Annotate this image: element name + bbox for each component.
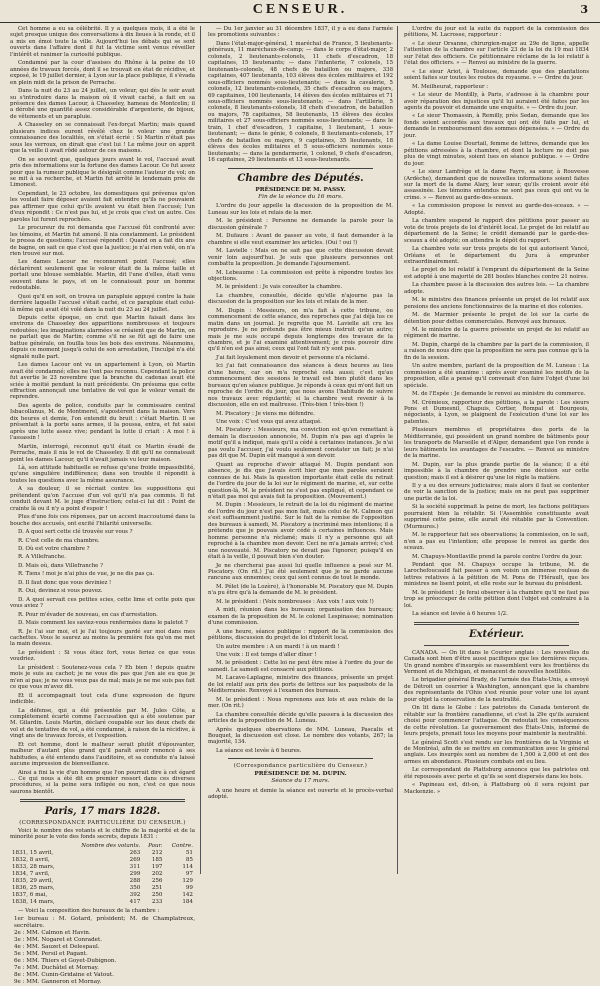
paragraph: L'ordre du jour appelle la discussion de la proposition de M. Luneau sur les lois et relais de la mer. <box>208 203 393 216</box>
paragraph: La défense, qui a été présentée par M. Jules Côte, a complètement écarté comme l'accusation qui a été soutenue par M. Gilardin. Louis Martin, déclaré coupable sur les deux chefs de vol et de tentative de vol, a été condamné, à raison de la récidive, à vingt ans de travaux forcés, et l'exposition. <box>10 707 195 740</box>
paragraph: — Du 1er janvier au 31 décembre 1837, il y a eu dans l'armée les promotions suivantes : <box>208 26 393 39</box>
list-item: 2e : MM. Calmon et Havin. <box>14 930 91 937</box>
paragraph: R. Je l'ai sur moi, et je l'ai toujours gardé sur moi dans mes cachettes. Vous le saurez au moins la première fois qu'on me met la main dessus. <box>10 628 195 648</box>
column-divider <box>397 26 398 874</box>
table-header-cell: Pour. <box>148 842 163 849</box>
column-2-debate <box>208 203 393 754</box>
paragraph: A Chasseley on se connaissait l'ex-forçat Martin; mais quand plusieurs indices eurent révélé chez le voleur une grande connaissance des localités, on s'était écrié : Si Martin n'était pas sous les verroux, on dirait que c'est lui ! Le même jour on apprit que la veille il avait rôdé autour de ces maisons. <box>10 122 195 155</box>
paragraph: M. Dupin, chargé de la chambre par la part de la commission, il a raison de nous dire que la proposition ne sera pas connue qu'à la fin de la session. <box>404 341 589 361</box>
paragraph: M. Dupin, sur la plus grande partie de la séance; il a été impossible à la chambre de prendre une décision sur cette question; mais il est à désirer qu'une loi règle la matière. <box>404 461 589 481</box>
paragraph: M. Pélet (de la Lozère), à l'honorable M. Piscatory que M. Dupin n'a pu être qu'à la demande de M. le président. <box>208 583 393 597</box>
table-cell: 233 <box>151 898 163 905</box>
paragraph: M. le ministre de la guerre présente un projet de loi relatif au régiment de marine. <box>404 327 589 340</box>
table-cell: 1835, 29 avril, <box>12 877 54 884</box>
list-item: 5e : MM. Persil et Pagant. <box>14 951 88 958</box>
paragraph: M. Lacave-Laplagne, ministre des finances, présente un projet de loi relatif aux prix des ports de lettres sur les paquebots de la Méditerranée. Renvoyé à l'examen des bureaux. <box>208 675 393 695</box>
table-cell: 269 <box>129 856 141 863</box>
table-cell: 256 <box>151 877 163 884</box>
table-cell: 1832, 8 avril, <box>12 856 50 863</box>
paragraph: M. le président : Cette loi ne peut être mise à l'ordre du jour de samedi. Le samedi est consacré aux pétitions. <box>208 660 393 673</box>
vote-table-body <box>10 850 195 906</box>
paragraph: R. A Villefranche. <box>18 554 66 561</box>
table-cell: 350 <box>129 884 141 891</box>
table-row <box>10 857 195 864</box>
paragraph: D. Où est votre chambre ? <box>18 545 90 552</box>
table-cell: 1837, 6 mai, <box>12 891 48 898</box>
column-2 <box>208 26 393 874</box>
table-header-cell: Contre. <box>171 842 193 849</box>
paragraph: Des agents de police, conduits par le commissaire central Isbacollanus, M. de Montmerel, s'apostèrent dans la maison. Vers dix heures et demie, l'on entendit du bruit : c'était Martin. Il se présentait à la porte sans armes, il la poussa, entra, et fut saisi après une lutte assez vive; pendant la lutte il criait : A moi ! à l'assassin ! <box>10 402 195 442</box>
paragraph: D. Mais comment les saviez-vous renfermées dans le paletot ? <box>18 620 188 627</box>
paragraph: M. Dufaure : Avant de passer au vote, il faut demander à la chambre si elle veut examiner les articles. (Oui ! oui !) <box>208 233 393 246</box>
section-divider <box>228 168 373 169</box>
paragraph: Une voix : C'est vous qui avez attaqué. <box>216 419 322 426</box>
paragraph: Quoi qu'il en soit, on trouva un parapluie appuyé contre la haie derrière laquelle l'accusé s'était caché, et ce parapluie était celui-là même qui avait été volé dans la nuit du 23 au 24 juillet. <box>10 293 195 313</box>
list-item: 7e : MM. Duchâtel et Mornay. <box>14 965 99 972</box>
table-cell: 251 <box>151 884 163 891</box>
paragraph: Pendant que M. Chapuys occupe la tribune, M. de Larochefoucauld fait passer à son voisin un immense rouleau de lettres relatives à la pétition de M. Pons de l'Hérault, que les ministres ne lisent point, et elle reste sur le bureau du président. <box>404 561 589 588</box>
paragraph: La chambre consultée décide qu'elle passera à la discussion des articles de la proposition de M. Luneau. <box>208 711 393 725</box>
paragraph: On se souvint que, quelques jours avant le vol, l'accusé avait pris des informations sur la fortune des dames Lacour. Ce fut assez pour que la rumeur publique le désignât comme l'auteur du vol; on se mit à sa recherche, et Martin fut arrêté le lendemain près de Limonest. <box>10 156 195 189</box>
paragraph: Condamné par la cour d'assises du Rhône à la peine de 10 années de travaux forcés, dont il se trouvait en état de récidive, et exposé, le 19 juillet dernier, à Lyon sur la place publique, il s'évada en plein midi de la prison de Perrache. <box>10 60 195 86</box>
paragraph: R. Tiens ! moi je n'ai plus de vue, je ne dis pas ça. <box>18 571 155 578</box>
paragraph: M. de l'Espée : Je demande le renvoi au ministre du commerce. <box>412 391 586 398</box>
exterior-news <box>404 650 589 796</box>
paragraph: La chambre passe à la discussion des autres lois. — La chambre adopte. <box>404 282 589 295</box>
list-item: 1er bureau : M. Gotard, président; M. de Champlatreux, secrétaire. <box>14 916 195 930</box>
table-cell: 114 <box>182 863 193 870</box>
table-row <box>10 850 195 857</box>
table-cell: 97 <box>185 870 193 877</box>
paragraph: M. Piscatory : Messieurs, ma conviction est qu'en remettant à demain la discussion annoncée, M. Dupin n'a pas agi d'après le motif qu'il a indiqué, mais qu'il a cédé à certaines instances. Je n'ai pas voulu l'accuser, j'ai voulu seulement constater un fait; je n'ai pas dit que M. Dupin eût manqué à son devoir. <box>208 427 393 460</box>
paragraph: Ainsi a fini la vie d'un homme que l'on pourrait dire à cet égard ... Ce qui nous a été dit en premier ressort dans ces diverses procédures, si la peine sera infligée ou non, c'est ce que nous saurons bientôt. <box>10 769 195 795</box>
paragraph: L'ordre du jour est la suite du rapport de la commission des pétitions, M. Lacrosse, rapporteur : <box>404 26 589 39</box>
column-divider <box>200 26 201 874</box>
paragraph: « Le sieur Lamfrège et la dame Fayre, sa sœur, à Rouvesse (Ardèche), demandent que de nouvelles informations soient faites sur la mort de la dame Alary, leur sœur, qu'ils croient avoir été assassinée. Les témoins entendus ne sont pas ceux qui ont vu le crime. » — Renvoi au garde-des-sceaux. <box>404 169 589 201</box>
paragraph: Le procureur du roi demanda que l'accusé fût confronté avec les témoins, et Martin fut amené. Il nia constamment. Le président le pressa de questions; l'accusé répondit : Quand on a fait dix ans de bagne, on sait ce que c'est que la justice; je n'ai rien volé, on n'a rien trouvé sur moi. <box>10 225 195 257</box>
table-header-cell: Nombre des votants. <box>81 842 141 849</box>
table-cell: 212 <box>151 849 163 856</box>
paragraph: R. C'est celle de ma chambre. <box>18 537 100 544</box>
list-item: 6e : MM. Thiers et Goyet-Dubignon. <box>14 958 117 965</box>
table-cell: 202 <box>151 870 163 877</box>
table-row <box>10 892 195 899</box>
list-item: 9e : MM. Ganneron et Mornay. <box>14 979 102 986</box>
table-cell: 263 <box>129 849 141 856</box>
masthead-title: CENSEUR. <box>252 2 348 17</box>
paragraph: Les dames Lacour ont vu un appartement à Lyon, où Martin avait été condamné; elles ne l'ont pas reconnu. Cependant la police fut avertie le 23 novembre que la branche du cadenas avait été sciée à moitié pendant la nuit précédente. On présuma que cette effraction annonçait une tentative de vol que le voleur venait de reprendre. <box>10 362 195 401</box>
paragraph: « La dame Louise Dourtail, femme de lettres, demande que les pétitions adressées à la chambre, et dont la lecture ne doit pas plus de vingt minutes, soient lues en séance publique. » — Ordre du jour. <box>404 141 589 167</box>
paragraph: Dans la nuit du 23 au 24 juillet, un voleur, qui dès le soir avait su s'introduire dans la maison où il vivait caché, a fait en sa présence des dames Lacour, à Chasseley, hameau de Montcelin; il a dérobé une quantité assez considérable d'argenterie, de bijoux, de vêtements et un parapluie. <box>10 88 195 120</box>
table-cell: 1831, 15 avril, <box>12 849 54 856</box>
paragraph: Un autre membre : A un mardi ! à un mardi ! <box>216 643 340 650</box>
paragraph: M. Chapuys-Montlaville prend la parole contre l'ordre du jour. <box>412 553 583 560</box>
paragraph: Martin, interrogé, reconnut qu'il était ce Martin évadé de Perrache, mais il nia le vol de Chasseley. Il dit qu'il ne connaissait point les dames Lacour, qu'il n'avait jamais vu leur maison. <box>10 443 195 463</box>
paragraph: CANADA. — On lit dans le Courier anglais : Les nouvelles du Canada sont bien d'être aussi pacifiques que les dernières reçues. Un grand nombre d'insurgés se rassemblent vers les frontières du Vermont et du Michigan, et menacent de nouvelles hostilités. <box>404 649 589 675</box>
paragraph: M. Lavielle : Mais on ne sait pas que cette discussion devait venir loin aujourd'hui. Je suis que plusieurs personnes ont combattu la proposition. Je demande l'ajournement. <box>208 248 393 268</box>
table-cell: 417 <box>129 898 141 905</box>
paragraph: M. le président : Je ferai observer à la chambre qu'il ne faut pas trop se préoccuper de cette pétition dont l'objet est contraire à la loi. <box>404 589 589 609</box>
paris-intro: Voici le nombre des votants et le chiffre de la majorité et de la minorité pour le vote des fonds secrets, depuis 1831 : <box>10 827 195 841</box>
paragraph: M. Lebeaume : La commission est prête à répondre toutes les objections. <box>208 269 393 282</box>
bureaux-intro: — Voici la composition des bureaux de la chambre : <box>18 907 160 914</box>
paragraph: R. Pour m'évader de nouveau, en cas d'arrestation. <box>18 611 158 618</box>
chamber-title: Chambre des Députés. <box>237 172 364 184</box>
paragraph: « Le sieur de Montilly, à Paris, s'adresse à la chambre pour avoir réparation des injustices qu'il lui auraient été faites par les agents du pouvoir et demande une enquête. » — Ordre du jour. <box>404 92 589 111</box>
table-cell: 299 <box>129 870 141 877</box>
paragraph: « Le sieur Orsanne, chirurgien-major au 29e de ligne, appelle l'attention de la chambre sur l'article 23 de la loi du 19 mai 1834 sur l'état des officiers. Ce pétitionnaire réclame de la loi relatif à l'état des officiers. » — Renvoi au ministre de la guerre. <box>404 40 589 67</box>
correspondence-paragraph: A une heure et demie la séance est ouverte et le procès-verbal adopté. <box>208 787 393 801</box>
section-divider <box>20 799 185 802</box>
paragraph: M. Crémieux, rapporteur des pétitions, a la parole : Les sieurs Pons et Dumesnil, Chapuis, Cortier, Rompal et Bourgeois, négociants, à Lyon, se plaignent de l'exécution d'une loi sur les patentes. <box>404 399 589 425</box>
paragraph: La chambre, consultée, décide qu'elle n'ajourne pas la discussion de la proposition sur les lois et relais de la mer. <box>208 292 393 306</box>
paragraph: D. Il faut donc que vous deviniez ! <box>18 579 112 586</box>
table-cell: 142 <box>182 891 193 898</box>
table-cell: 1833, 28 mars, <box>12 863 55 870</box>
page-number: 3 <box>580 3 588 16</box>
paragraph: Le président : Si vous étiez fort, vous feriez ce que vous voudriez. <box>10 649 195 663</box>
list-item: 3e : MM. Nogaret et Conradet. <box>14 937 103 944</box>
paragraph: Depuis cette époque, on crut que Martin faisait dans les environs de Chasseley des apparitions nombreuses et toujours redoutées; les imaginations alarmées se créaient que de Martin, on ne parlait que de Martin; comme s'il ne se fût agi de faire une battue générale, on fouilla tous les bois des environs. Néanmoins, depuis ce moment jusqu'à celui de son arrestation, l'inculpé n'a été signalé nulle part. <box>10 315 195 360</box>
list-item: 8e : MM. Cunin-Gridaine et Vatout. <box>14 972 114 979</box>
paragraph: Là, son attitude habituelle se refuse qu'une froide impassibilité, qu'une singulière indifférence; dans son trouble il répondit à toutes les questions avec la même assurance. <box>10 465 195 484</box>
paragraph: D. A quoi sert cette clé trouvée sur vous ? <box>18 529 133 536</box>
paragraph: Quant au reproche d'avoir attaqué M. Dupin pendant son absence, je dis que j'avais écrit hier que mes paroles seraient connues de lui. Mais la question importante était celle du retrait de l'ordre du jour de la loi sur le régiment de marine, et, sur cette question-là, M. le président ne s'est pas expliqué, et cependant ce n'était pas moi qui avais fait la proposition. (Mouvement.) <box>208 461 393 500</box>
table-cell: 1834, 7 avril, <box>12 870 50 877</box>
column-3 <box>404 26 589 874</box>
paragraph: A une heure, séance publique : rapport de la commission des pétitions, discussion du projet de loi d'intérêt local. <box>208 628 393 642</box>
paragraph: Ici j'ai fait connaissance des séances à deux heures au lieu d'une heure, car on m'a reproché cela aussi; c'est qu'au commencement des sessions le travail est bien plutôt dans les bureaux qu'en séance publique. Je réponds à ceux qui m'ont fait un reproche de l'ordre du jour, que nous avons l'habitude de suivre nos travaux avec régularité; si la chambre veut revenir à la discussion, elle en est maîtresse. (Très-bien ! très-bien !) <box>208 363 393 409</box>
paragraph: « Le sieur Ariot, à Toulouse, demande que des plantations soient faites sur toutes les routes du royaume. » — Ordre du jour. <box>404 68 589 82</box>
paragraph: M. Piscatory : Je viens me défendre. <box>216 410 315 417</box>
paragraph: Le brigadier général Brady, de l'armée des États-Unis, a envoyé de Détroit un courrier à Washington, annonçant que la chambre des représentants de l'Ohio s'est réunie pour voter une loi ayant pour objet la conservation de la neutralité. <box>404 677 589 703</box>
paragraph: M. le ministre des finances présente un projet de loi relatif aux pensions des anciens fonctionnaires de la marine et des colonies. <box>404 297 589 310</box>
paragraph: D. A quoi servait ces petites scies, cette lime et cette poix que vous aviez ? <box>10 596 195 610</box>
paragraph: La séance est levée à 6 heures. <box>216 747 302 754</box>
paragraph: M. le président : (Voix nombreuses : Aux voix ! aux voix !) <box>216 598 374 605</box>
exterior-title: Extérieur. <box>468 628 525 640</box>
chamber-presidency: PRÉSIDENCE DE M. PASSY. <box>255 186 346 193</box>
paragraph: La chambre vote sur trois projets de loi qui autorisent Vancé, Orléans et le département du Jura à emprunter extraordinairement. <box>404 246 589 265</box>
masthead <box>0 0 600 23</box>
paragraph: J'ai fait loyalement mon devoir et personne n'a réclamé. <box>216 354 370 361</box>
column-2-promotions <box>208 26 393 164</box>
table-cell: 184 <box>182 898 193 905</box>
list-item: 4e : MM. Sauzet et Delespaul. <box>14 944 100 951</box>
table-cell: 185 <box>151 856 163 863</box>
vote-table-header <box>10 843 195 850</box>
chamber-seance: Fin de la séance du 16 mars. <box>258 193 343 200</box>
paragraph: Cet homme a eu sa célébrité. Il y a quelques mois, il a été le sujet presque unique des conversations à dix lieues à la ronde, et il a mis en émoi toute la ville. Aujourd'hui les débats qui se sont ouverts dans l'affaire dont il fut la victime sont venus réveiller l'intérêt et ranimer la curiosité publique. <box>10 26 195 58</box>
table-cell: 85 <box>185 856 193 863</box>
paragraph: Dans l'état-major-général, 1 maréchal de France, 5 lieutenants-généraux, 11 maréchaux-de-camp; — dans le corps d'état-major, 2 colonels, 2 lieutenants-colonels, 11 chefs d'escadron, 18 capitaines, 15 lieutenants; — dans l'infanterie, 7 colonels, 15 lieutenants-colonels, 48 chefs de bataillon ou majors, 338 capitaines, 407 lieutenants, 103 élèves des écoles militaires et 192 sous-officiers nommés sous-lieutenants; — dans la cavalerie, 5 colonels, 12 lieutenants-colonels, 35 chefs d'escadron ou majors, 69 capitaines, 100 lieutenants, 14 élèves des écoles militaires et 71 sous-officiers nommés sous-lieutenants; — dans l'artillerie, 5 colonels, 8 lieutenants-colonels, 18 chefs d'escadron, de bataillon ou majors, 78 capitaines, 58 lieutenants, 15 élèves des écoles militaires et 27 sous-officiers nommés sous-lieutenants; — dans le train, 1 chef d'escadron, 1 capitaine, 1 lieutenant, 1 sous-lieutenant; — dans le génie, 6 colonels, 8 lieutenants-colonels, 17 chefs de bataillon ou majors, 9 capitaines, 35 lieutenants, 18 élèves des écoles militaires et 5 sous-officiers nommés sous-lieutenants; — dans la gendarmerie, 1 colonel, 9 chefs d'escadron, 16 capitaines, 29 lieutenants et 13 sous-lieutenants. <box>208 40 393 164</box>
paragraph: A sa douleur, il se récriait contre les suppositions qui prétendent qu'on l'accuse d'un vol qu'il n'a pas commis. Il fut conduit devant M. le juge d'instruction; celui-ci lui dit : Point de crainte là ou il n'y a point d'espoir ! <box>10 486 195 512</box>
table-cell: 99 <box>185 884 193 891</box>
paragraph: M. le président : Nous reprenons aux lois et aux relais de la mer. (On rit.) <box>208 696 393 710</box>
table-cell: 1836, 25 mars, <box>12 884 55 891</box>
paragraph: D. Mais où, dans Villefranche ? <box>18 562 103 569</box>
paragraph: M. de Marmier présente le projet de loi sur la carte de détention pour dettes commerciales. Renvoyé aux bureaux. <box>404 312 589 325</box>
table-cell: 250 <box>151 891 163 898</box>
paragraph: Après quelques observations de MM. Luneau, Pascalis et Bouquet, la discussion est close. Le nombre des votants, 267; la majorité, 134. <box>208 726 393 746</box>
paragraph: Le projet de loi relatif à l'emprunt du département de la Seine est adopté à une majorité de 281 boules blanches contre 21 noires. <box>404 267 589 280</box>
correspondence-presidency: PRÉSIDENCE DE M. DUPIN. <box>254 770 347 777</box>
table-cell: 129 <box>182 877 193 884</box>
section-divider <box>414 622 579 625</box>
paragraph: M. le président : Je vais consulter la chambre. <box>216 284 343 291</box>
paragraph: « La commission propose le renvoi au garde-des-sceaux. » — Adopté. <box>404 203 589 216</box>
table-header-cell <box>10 843 66 850</box>
paragraph: Un autre membre, parlant de la proposition de M. Luneau : La commission a été unanime : après avoir examiné les motifs de la proposition, elle a pensé qu'il convenait d'en faire l'objet d'une loi spéciale. <box>404 363 589 389</box>
table-row <box>10 885 195 892</box>
bureaux-list <box>14 916 195 986</box>
paris-subtitle: (CORRESPONDANCE PARTICULIÈRE DU CENSEUR.) <box>19 820 186 827</box>
paragraph: Il y a eu des erreurs judiciaires; mais alors il faut se contenter de voir la sanction de la justice; mais on ne peut pas supprimer une partie de la loi. <box>404 483 589 502</box>
table-cell: 197 <box>151 863 163 870</box>
correspondence-title: (Correspondance particulière du Censeur.) <box>233 763 368 770</box>
section-divider <box>424 645 569 646</box>
paragraph: Le général Scott s'est rendu sur les frontières de la Virginie et de Montréal, afin de se mettre en communication avec le général anglais. Les insurgés sont au nombre de 1,500 à 2,000 et ont des armes en abondance. Plusieurs combats ont eu lieu. <box>404 739 589 765</box>
table-cell: 51 <box>185 849 193 856</box>
table-row <box>10 864 195 871</box>
table-cell: 311 <box>129 863 141 870</box>
paragraph: M. Dupin : Messieurs, on m'a fait à cette tribune, ou commencement de cette séance, des reproches que j'ai déjà lus ce matin dans un journal. Je regrette que M. Lavielle ait cru les reproduire. Je ne prétends pas être mieux instruit qu'un autre; mais je me suis occupé depuis longtemps des travaux de la chambre, et je l'ai examiné attentivement; je crois pouvoir dire qu'il n'en est pas ainsi; ceux qui l'ont fait n'y sont pas. <box>208 307 393 353</box>
paragraph: M. le rapporteur fait ses observations; la commission, on le sait, n'en a pas eu l'intention; elle propose le renvoi au garde des sceaux. <box>404 532 589 552</box>
paragraph: Le président : Soutenez-vous cela ? Eh bien ! depuis quatre mois je suis au cachot; je ne vous dis pas que j'en aie eu que je m'en ai pas; je ne vous veux pas de mal; mais je ne me suis pas fait ce que vous m'avez dit. <box>10 664 195 691</box>
secret-funds-vote-table <box>10 843 195 906</box>
section-divider <box>228 758 373 759</box>
table-row <box>10 878 195 885</box>
paragraph: Et cet homme, dont le malheur serait plutôt d'épouvanter, malheur d'autant plus grand qu'il paraît avoir renoncé à ses habitudes, a été entendu dans l'auditoire, et sa conduite n'a laissé aucune impression de bienveillance. <box>10 741 195 768</box>
paragraph: « Le sieur Thomassin, à Remilly, près Sedan, demande que les fonds soient accordés aux travaux qui ont été faits par lui, et demande le remboursement des sommes dépensées. » — Ordre du jour. <box>404 113 589 139</box>
paragraph: Le correspondant de Plattsburg annonce que les patriotes ont été repoussés avec perte et qu'ils se sont dispersés dans les bois. <box>404 767 589 780</box>
paragraph: La séance est levée à 6 heures 1/2. <box>412 611 508 618</box>
paragraph: On lit dans le Globe : Les patriotes du Canada tenteront de rétablir sur la frontière canadienne, et c'est la 29e qu'ils auraient choisi pour commencer l'attaque. On redoutait les conséquences de cette révolution. Le gouvernement des États-Unis, informé de leurs projets, prenait tous les moyens pour maintenir la neutralité. <box>404 705 589 738</box>
paragraph: Plusieurs membres et propriétaires des ports de la Méditerranée, qui possèdent un grand nombre de bâtiments pour les transports de Marseille et d'Alger, demandent que l'on rende à leurs bâtiments les avantages de l'escadre. — Renvoi au ministre de la marine. <box>404 427 589 460</box>
column-3-petitions <box>404 26 589 618</box>
table-cell: 288 <box>129 877 141 884</box>
paris-title: Paris, 17 mars 1828. <box>44 806 161 818</box>
paragraph: Et il accompagnait tout cela d'une expression de figure indicible. <box>10 692 195 706</box>
paragraph: Plus d'une fois ces réponses, par un accent inaccoutumé dans la bouche des accusés, ont excité l'hilarité universelle. <box>10 514 195 527</box>
paragraph: A midi, réunion dans les bureaux; organisation des bureaux; examen de la proposition de M. le colonel Lespinasse; nomination d'une commission. <box>208 607 393 627</box>
paragraph: Les dames Lacour ne reconnurent point l'accusé; elles déclarèrent seulement que le voleur était de la même taille et portait une blouse semblable. Martin, dit l'une d'elles, était venu souvent dans le pays, et on le connaissait pour un homme redoutable. <box>10 259 195 292</box>
paragraph: M. Dupin : Messieurs, le retrait de la loi du régiment de marine de l'ordre du jour n'est pas mon fait, mais celui de M. Calmon qui s'est suffisamment justifié. Sur le fait de la remise de l'opposition des bureaux à samedi, M. Piscatory a incriminé mes intentions; il a prétendu que je pouvais avoir cédé à certaines influences. Mais homme personne n'a réclamé; mais il n'y a personne qui ait reproché à la chambre mon devoir. Ceci ne m'a jamais arrivé; c'est une nouveauté. M. Piscatory ne devait pas l'ignorer; puisqu'il en était à la veille, il pouvait bien s'en douter. <box>208 502 393 561</box>
paragraph: Si la société supprimait la peine de mort, les factions politiques pourraient bien la rétablir. Si l'Assemblée constituante avait supprimé cette peine, elle aurait été rétablie par la Convention. (Murmures.) <box>404 504 589 530</box>
column-1 <box>10 26 195 986</box>
correspondence-seance: Séance du 17 mars. <box>271 778 330 785</box>
table-cell: 1838, 14 mars, <box>12 898 55 905</box>
paragraph: R. Oui, devinez si vous pouvez. <box>18 588 103 595</box>
table-cell: 392 <box>129 891 141 898</box>
column-1-articles <box>10 26 195 795</box>
paragraph: La chambre suspend le rapport des pétitions pour passer au vote de trois projets de loi d'intérêt local. Le projet de loi relatif au département de la Seine; le crédit demandé par le garde-des-sceaux a été adopté; on attendra le dépôt du rapport. <box>404 218 589 244</box>
table-row <box>10 899 195 906</box>
paragraph: Je ne chercherai pas aussi lui quelle influence a pesé sur M. Piscatory. (On rit.) J'ai été seulement que je ne garde aucune rancune aux ennemies; ceux qui sont connus de tout le monde. <box>208 562 393 582</box>
paragraph: Cependant, le 23 octobre, les domestiques qui prévenus qu'on les voulait faire déposer avaient fait entendre qu'ils ne pouvaient pas affirmer que celui qu'ils avaient vu était bien l'accusé; l'un d'eux répondit : Ce n'est pas lui, et je crois que c'est un autre. Ces paroles lui furent reprochées. <box>10 190 195 223</box>
paragraph: M. Meilheurat, rapporteur : <box>412 83 489 90</box>
paragraph: M. le président : Personne ne demande la parole pour la discussion générale ? <box>208 218 393 231</box>
paragraph: Une voix : Il est temps d'aller dîner ! <box>216 651 317 658</box>
paragraph: « Papineau est, dit-on, à Plattsburg où il sera rejoint par Mackenzie. » <box>404 782 589 795</box>
table-row <box>10 871 195 878</box>
